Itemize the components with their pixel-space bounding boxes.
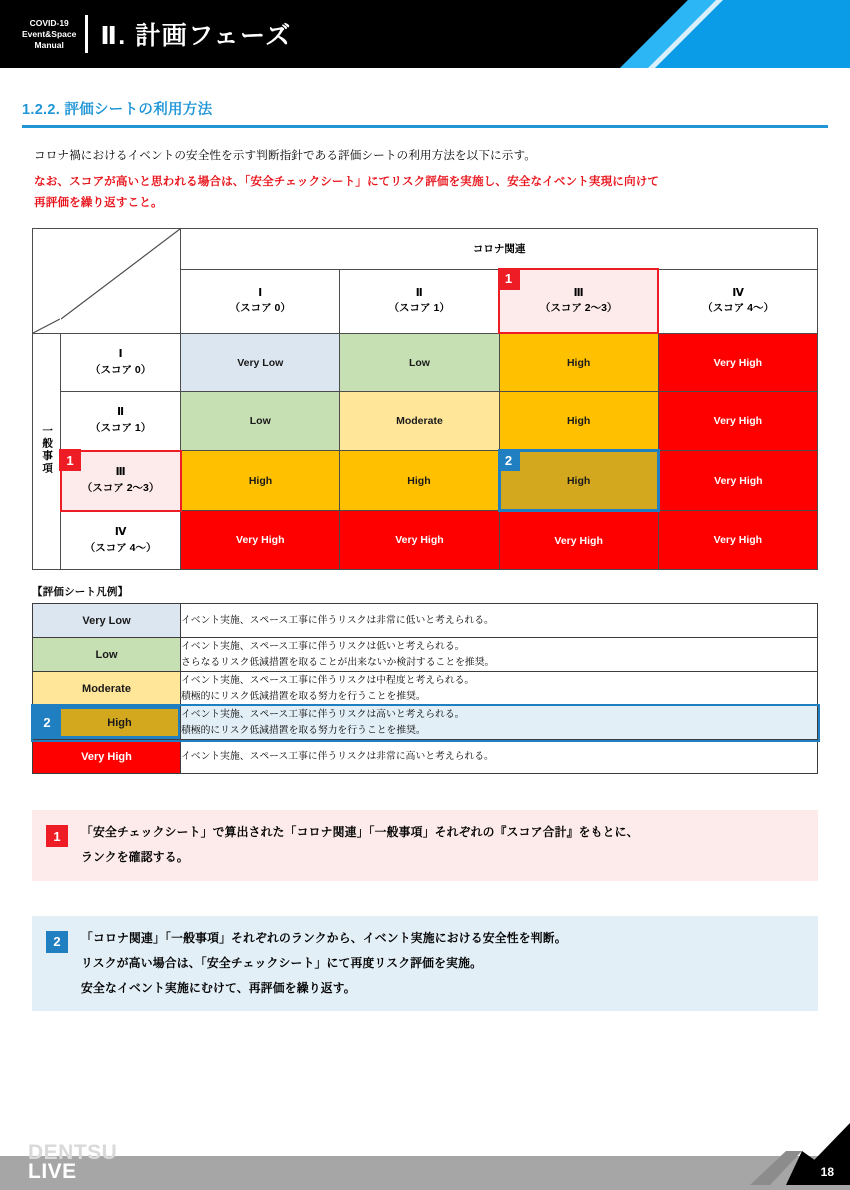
- matrix-row-score-4: （スコア 4〜）: [84, 541, 157, 554]
- matrix-row-2: [33, 392, 818, 451]
- header-accent-shape: [620, 0, 850, 68]
- legend-desc-low-line-2: さらなるリスク低減措置を取ることが出来ないか検討することを推奨。: [181, 656, 495, 668]
- section-heading-block: [22, 98, 828, 128]
- step-badge-1-row: 1: [59, 449, 81, 471]
- legend-row-low: [33, 638, 818, 672]
- manual-tag-line2: Event&Space: [22, 28, 77, 39]
- matrix-row-score-1: （スコア 0）: [89, 363, 152, 376]
- legend-desc-high-line-1: イベント実施、スペース工事に伴うリスクは高いと考えられる。: [181, 709, 465, 721]
- step-badge-2-legend: 2: [43, 715, 51, 731]
- matrix-cell-r1c1[interactable]: Very Low: [181, 333, 340, 392]
- callout-2-line-3: 安全なイベント実施にむけて、再評価を繰り返す。: [81, 980, 356, 995]
- dentsu-live-logo: [28, 1140, 118, 1184]
- matrix-col-rank-3: Ⅲ: [573, 286, 584, 299]
- lead-paragraphs: [34, 146, 816, 212]
- matrix-corner-cell: [33, 228, 61, 333]
- manual-tag: [22, 18, 85, 51]
- legend-desc-low-line-1: イベント実施、スペース工事に伴うリスクは低いと考えられる。: [181, 641, 465, 653]
- legend-container: [32, 584, 818, 774]
- matrix-col-header-2[interactable]: [340, 269, 499, 333]
- legend-label-moderate: Moderate: [33, 672, 181, 706]
- footer-corner-shape: [740, 1123, 850, 1190]
- legend-desc-low: [181, 638, 818, 672]
- legend-label-high: [33, 706, 181, 740]
- legend-caption: 【評価シート凡例】: [32, 586, 129, 599]
- legend-row-very-low: [33, 604, 818, 638]
- matrix-row-rank-4: Ⅳ: [114, 525, 127, 538]
- matrix-cell-r4c3[interactable]: Very High: [499, 511, 658, 570]
- legend-desc-high-line-2: 積極的にリスク低減措置を取る努力を行うことを推奨。: [181, 724, 426, 736]
- legend-desc-high: [181, 706, 818, 740]
- matrix-row-group-label: [33, 333, 61, 570]
- footer-bar: [0, 1156, 850, 1190]
- step-badge-1-column: 1: [498, 268, 520, 290]
- legend-row-moderate: [33, 672, 818, 706]
- legend-row-very-high: [33, 740, 818, 774]
- matrix-cell-r3c3-label: High: [566, 474, 591, 487]
- legend-label-very-high: Very High: [33, 740, 181, 774]
- section-underline: [22, 125, 828, 128]
- matrix-row-header-2[interactable]: [61, 392, 181, 451]
- matrix-col-score-1: （スコア 0）: [229, 302, 291, 315]
- matrix-cell-r3c2[interactable]: High: [340, 451, 499, 511]
- matrix-row-score-3: （スコア 2〜3）: [81, 481, 160, 494]
- callout-1-line-1: 「安全チェックシート」で算出された「コロナ関連」「一般事項」それぞれの『スコア合計』をもとに、: [81, 825, 639, 840]
- legend-desc-moderate: [181, 672, 818, 706]
- step-badge-2-cell: 2: [498, 449, 520, 471]
- legend-desc-very-high: [181, 740, 818, 774]
- matrix-cell-r3c4[interactable]: Very High: [658, 451, 817, 511]
- page-footer: [0, 1128, 850, 1190]
- callout-2-line-2: リスクが高い場合は、「安全チェックシート」にて再度リスク評価を実施。: [81, 955, 483, 970]
- logo-line-2: LIVE: [28, 1160, 77, 1184]
- matrix-row-header-3-selected[interactable]: [61, 451, 181, 511]
- matrix-col-score-4: （スコア 4〜）: [702, 302, 774, 315]
- matrix-cell-r1c4[interactable]: Very High: [658, 333, 817, 392]
- lead-warning-line-1: なお、スコアが高いと思われる場合は、「安全チェックシート」にてリスク評価を実施し、安全なイベント実現に向けて: [34, 174, 660, 188]
- legend-desc-very-low-line-1: イベント実施、スペース工事に伴うリスクは非常に低いと考えられる。: [181, 615, 494, 627]
- section-title: 1.2.2. 評価シートの利用方法: [22, 102, 213, 118]
- matrix-cell-r2c1[interactable]: Low: [181, 392, 340, 451]
- matrix-column-group-label: コロナ関連: [181, 228, 818, 269]
- matrix-row-rank-1: Ⅰ: [118, 347, 123, 360]
- matrix-col-rank-1: Ⅰ: [258, 286, 263, 299]
- matrix-row-group-label-text: 一般事項: [41, 424, 54, 475]
- legend-label-very-low: Very Low: [33, 604, 181, 638]
- callout-1-line-2: ランクを確認する。: [81, 850, 189, 865]
- risk-matrix-container: [32, 228, 818, 571]
- matrix-col-rank-2: Ⅱ: [415, 286, 423, 299]
- matrix-row-score-2: （スコア 1）: [89, 422, 152, 435]
- matrix-row-rank-2: Ⅱ: [117, 406, 125, 419]
- manual-tag-line3: Manual: [34, 39, 64, 50]
- matrix-cell-r2c4[interactable]: Very High: [658, 392, 817, 451]
- matrix-diagonal-cell: [61, 228, 181, 333]
- matrix-col-header-4[interactable]: [658, 269, 817, 333]
- header-divider: [85, 15, 88, 53]
- lead-line-1: コロナ禍におけるイベントの安全性を示す判断指針である評価シートの利用方法を以下に示す。: [34, 148, 536, 162]
- header-brand-block: [22, 0, 292, 68]
- legend-desc-very-high-line-1: イベント実施、スペース工事に伴うリスクは非常に高いと考えられる。: [181, 751, 494, 763]
- legend-desc-moderate-line-2: 積極的にリスク低減措置を取る努力を行うことを推奨。: [181, 690, 426, 702]
- matrix-col-score-2: （スコア 1）: [388, 302, 450, 315]
- logo-line-1: DENTSU: [28, 1140, 118, 1164]
- matrix-cell-r3c3-focused[interactable]: [499, 451, 658, 511]
- manual-tag-line1: COVID-19: [29, 17, 69, 28]
- matrix-cell-r4c4[interactable]: Very High: [658, 511, 817, 570]
- matrix-row-4: [33, 511, 818, 570]
- matrix-col-header-1[interactable]: [181, 269, 340, 333]
- matrix-row-header-4[interactable]: [61, 511, 181, 570]
- page-title: Ⅱ. 計画フェーズ: [100, 22, 292, 50]
- matrix-group-header-row: [33, 228, 818, 269]
- matrix-cell-r2c2[interactable]: Moderate: [340, 392, 499, 451]
- callout-2-text: [81, 930, 818, 997]
- matrix-row-header-1[interactable]: [61, 333, 181, 392]
- legend-desc-very-low: [181, 604, 818, 638]
- matrix-col-header-3-selected[interactable]: [499, 269, 658, 333]
- matrix-cell-r4c1[interactable]: Very High: [181, 511, 340, 570]
- callout-1-text: [81, 824, 818, 866]
- matrix-col-rank-4: Ⅳ: [732, 286, 744, 299]
- legend-desc-moderate-line-1: イベント実施、スペース工事に伴うリスクは中程度と考えられる。: [181, 675, 475, 687]
- lead-warning-line-2: 再評価を繰り返すこと。: [34, 195, 163, 209]
- legend-row-high-focused: [33, 706, 818, 740]
- legend-label-high-text: High: [61, 709, 178, 736]
- matrix-cell-r1c2[interactable]: Low: [340, 333, 499, 392]
- matrix-cell-r4c2[interactable]: Very High: [340, 511, 499, 570]
- matrix-cell-r2c3[interactable]: High: [499, 392, 658, 451]
- page-number: 18: [820, 1165, 834, 1179]
- matrix-row-rank-3: Ⅲ: [115, 466, 126, 479]
- matrix-row-3: [33, 451, 818, 511]
- matrix-row-1: [33, 333, 818, 392]
- callout-step-1: [32, 810, 818, 880]
- page-header: [0, 0, 850, 68]
- callout-badge-1: 1: [46, 825, 68, 847]
- callout-2-line-1: 「コロナ関連」「一般事項」それぞれのランクから、イベント実施における安全性を判断。: [81, 930, 567, 945]
- callout-badge-2: 2: [46, 931, 68, 953]
- risk-matrix-table: [32, 228, 818, 571]
- matrix-cell-r1c3[interactable]: High: [499, 333, 658, 392]
- legend-table: [32, 603, 818, 774]
- callout-step-2: [32, 916, 818, 1011]
- legend-label-low: Low: [33, 638, 181, 672]
- matrix-col-score-3: （スコア 2〜3）: [539, 302, 618, 315]
- matrix-cell-r3c1[interactable]: High: [181, 451, 340, 511]
